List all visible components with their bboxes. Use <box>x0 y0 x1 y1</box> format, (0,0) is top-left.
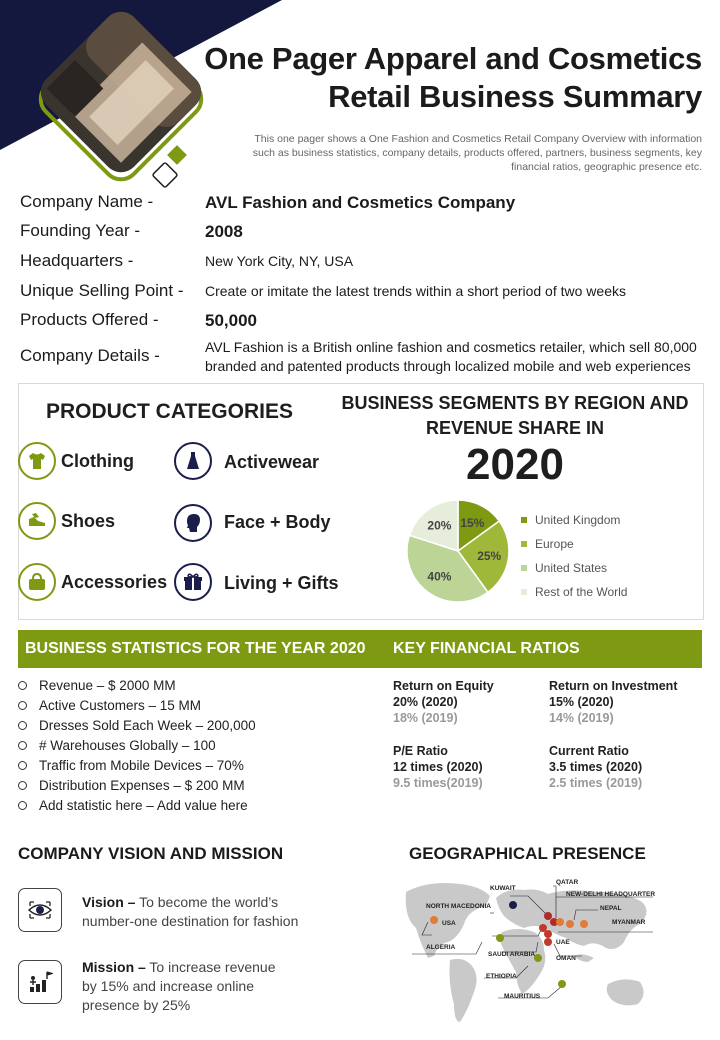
stat-item <box>18 758 244 773</box>
stat-item <box>18 798 248 813</box>
dress-icon <box>174 442 212 480</box>
map-label-algeria: ALGERIA <box>426 944 456 951</box>
mission-line-3: presence by 25% <box>82 997 191 1013</box>
company-name-label: Company Name - <box>20 192 154 211</box>
ratio-roe-2019: 18% (2019) <box>393 711 458 725</box>
page-title <box>182 40 702 116</box>
decor-square-green <box>167 145 187 165</box>
legend-item <box>521 532 627 556</box>
shoes-icon <box>18 502 56 540</box>
world-map <box>398 872 668 1032</box>
vision-line-1: To become the world’s <box>135 894 279 910</box>
map-label-saudi-arabia: SAUDI ARABIA <box>488 951 536 958</box>
segments-year: 2020 <box>466 440 564 489</box>
stat-item <box>18 678 176 693</box>
headquarters-value: New York City, NY, USA <box>205 253 354 269</box>
map-label-usa: USA <box>442 920 456 927</box>
ratio-roe-title: Return on Equity <box>393 679 494 693</box>
pie-legend <box>521 508 627 604</box>
stat-item <box>18 738 216 753</box>
ratio-current-2019: 2.5 times (2019) <box>549 776 643 790</box>
intro-text: This one pager shows a One Fashion and Cosmetics Retail Company Overview with information such as business statistics, company details, products offered, partners, business segments, key financial ratios, geographic presence etc. <box>252 133 702 173</box>
products-offered-label: Products Offered - <box>20 310 159 329</box>
legend-swatch <box>521 541 527 547</box>
ratio-current <box>549 744 642 790</box>
legend-item <box>521 556 627 580</box>
map-label-myanmar: MYANMAR <box>612 919 646 926</box>
company-details-label: Company Details - <box>20 346 160 365</box>
mission-growth-icon <box>18 960 62 1004</box>
gift-icon <box>174 563 212 601</box>
bullet-circle-icon <box>18 701 27 710</box>
company-details-line-2: branded and patented products through localized mobile and web experiences <box>205 358 691 374</box>
pie-value-label: 20% <box>427 518 452 533</box>
vision-line-2: number-one destination for fashion <box>82 913 299 929</box>
bag-icon <box>18 563 56 601</box>
mission-text <box>82 958 276 1015</box>
title-line-1: One Pager Apparel and Cosmetics <box>204 41 702 76</box>
category-living-gifts-label: Living + Gifts <box>224 573 339 593</box>
legend-item <box>521 508 627 532</box>
map-label-mauritius: MAURITIUS <box>504 993 541 1000</box>
category-shoes-label: Shoes <box>61 511 116 531</box>
ratio-pe-2019: 9.5 times(2019) <box>393 776 483 790</box>
revenue-pie-chart <box>400 496 516 606</box>
stat-item-text: Traffic from Mobile Devices – 70% <box>39 758 244 773</box>
headquarters-label: Headquarters - <box>20 251 134 270</box>
category-face-body-label: Face + Body <box>224 512 331 532</box>
ratio-roe-2020: 20% (2020) <box>393 695 458 709</box>
ratio-pe-title: P/E Ratio <box>393 744 448 758</box>
ratio-current-title: Current Ratio <box>549 744 629 758</box>
segments-heading-line-2: REVENUE SHARE IN <box>425 418 605 438</box>
shirt-icon <box>18 442 56 480</box>
stat-item-text: # Warehouses Globally – 100 <box>39 738 216 753</box>
stat-item-text: Revenue – $ 2000 MM <box>39 678 176 693</box>
category-clothing-label: Clothing <box>61 451 134 471</box>
bullet-circle-icon <box>18 721 27 730</box>
stat-item-text: Add statistic here – Add value here <box>39 798 248 813</box>
title-line-2: Retail Business Summary <box>328 79 702 114</box>
legend-label: Europe <box>535 537 574 551</box>
pie-value-label: 25% <box>477 548 502 563</box>
category-accessories-label: Accessories <box>61 572 168 592</box>
map-label-ethiopia: ETHIOPIA <box>486 973 517 980</box>
company-name-value: AVL Fashion and Cosmetics Company <box>205 193 516 212</box>
pie-value-label: 40% <box>427 569 452 584</box>
ratio-pe <box>393 744 483 790</box>
legend-swatch <box>521 517 527 523</box>
bullet-circle-icon <box>18 741 27 750</box>
legend-label: United States <box>535 561 608 575</box>
legend-label: Rest of the World <box>535 585 628 599</box>
map-label-nepal: NEPAL <box>600 905 622 912</box>
stat-item <box>18 698 201 713</box>
ratio-roi-2020: 15% (2020) <box>549 695 614 709</box>
decor-square-outline <box>152 162 177 187</box>
legend-label: United Kingdom <box>535 513 621 527</box>
mission-line-1: To increase revenue <box>145 959 276 975</box>
ratio-pe-2020: 12 times (2020) <box>393 760 483 774</box>
geo-heading: GEOGRAPHICAL PRESENCE <box>409 844 646 863</box>
ratio-roi <box>549 679 678 725</box>
bullet-circle-icon <box>18 761 27 770</box>
legend-item <box>521 580 627 604</box>
stat-item-text: Dresses Sold Each Week – 200,000 <box>39 718 256 733</box>
map-label-oman: OMAN <box>556 955 576 962</box>
ratio-roi-2019: 14% (2019) <box>549 711 614 725</box>
stat-item <box>18 778 245 793</box>
map-label-delhi: NEW-DELHI HEADQUARTER <box>566 891 656 898</box>
bullet-circle-icon <box>18 681 27 690</box>
legend-swatch <box>521 589 527 595</box>
stat-item-text: Active Customers – 15 MM <box>39 698 202 713</box>
founding-year-label: Founding Year - <box>20 221 141 240</box>
products-offered-value: 50,000 <box>205 311 257 330</box>
mission-line-2: by 15% and increase online <box>82 978 255 994</box>
segments-heading-line-1: BUSINESS SEGMENTS BY REGION AND <box>341 393 689 413</box>
usp-value: Create or imitate the latest trends within a short period of two weeks <box>205 283 626 299</box>
company-details-line-1: AVL Fashion is a British online fashion and cosmetics retailer, which sell 80,000 <box>205 339 697 355</box>
ratios-heading: KEY FINANCIAL RATIOS <box>393 640 580 657</box>
ratio-roi-title: Return on Investment <box>549 679 678 693</box>
map-label-uae: UAE <box>556 939 570 946</box>
legend-swatch <box>521 565 527 571</box>
vision-title: Vision – <box>82 894 136 910</box>
company-details-value <box>205 338 697 376</box>
vision-text <box>82 893 298 931</box>
map-label-kuwait: KUWAIT <box>490 885 516 892</box>
product-categories-heading: PRODUCT CATEGORIES <box>46 400 293 423</box>
face-icon <box>174 504 212 542</box>
stat-item-text: Distribution Expenses – $ 200 MM <box>39 778 245 793</box>
segments-heading <box>330 391 700 441</box>
vision-mission-heading: COMPANY VISION AND MISSION <box>18 844 284 863</box>
usp-label: Unique Selling Point - <box>20 281 184 300</box>
founding-year-value: 2008 <box>205 222 243 241</box>
map-label-north-macedonia: NORTH MACEDONIA <box>426 903 491 910</box>
bullet-circle-icon <box>18 801 27 810</box>
mission-title: Mission – <box>82 959 146 975</box>
stat-item <box>18 718 256 733</box>
bullet-circle-icon <box>18 781 27 790</box>
category-activewear-label: Activewear <box>224 452 320 472</box>
eye-target-icon <box>18 888 62 932</box>
stats-heading: BUSINESS STATISTICS FOR THE YEAR 2020 <box>25 640 366 657</box>
map-label-qatar: QATAR <box>556 879 579 886</box>
ratio-roe <box>393 679 494 725</box>
pie-value-label: 15% <box>460 515 485 530</box>
ratio-current-2020: 3.5 times (2020) <box>549 760 643 774</box>
